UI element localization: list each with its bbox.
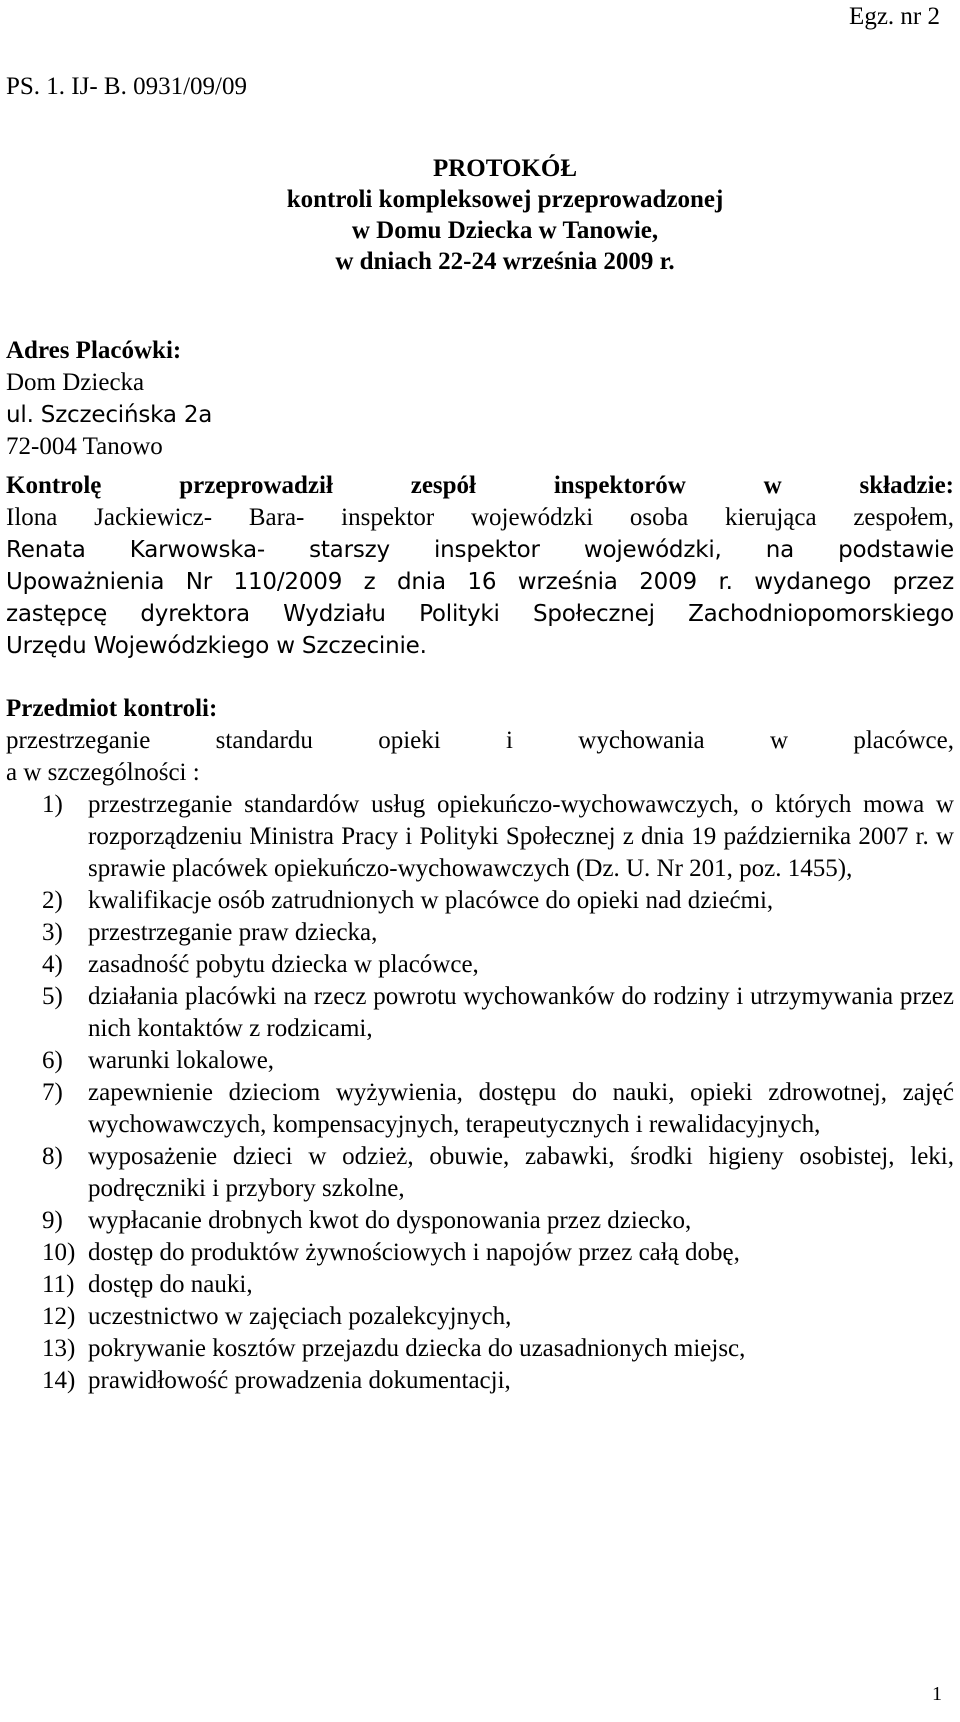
list-item-text: przestrzeganie standardów usług opiekuńczo-wychowawczych, o których mowa w rozporządzeniu Ministra Pracy i Polityki Społecznej z dnia 19 października 2007 r. w sprawie placówek opiekuńczo-wychowawczych (Dz. U. Nr 201, poz. 1455),: [88, 791, 954, 882]
list-item-text: dostęp do produktów żywnościowych i napojów przez całą dobę,: [88, 1239, 740, 1266]
list-item-number: 11): [42, 1271, 75, 1298]
team-heading: Kontrolę przeprowadził zespół inspektorów w składzie:: [6, 472, 954, 499]
list-item-number: 4): [42, 951, 63, 978]
list-item-text: zapewnienie dzieciom wyżywienia, dostępu do nauki, opieki zdrowotnej, zajęć wychowawczych, kompensacyjnych, terapeutycznych i rewalidacyjnych,: [88, 1079, 954, 1138]
address-heading: Adres Placówki:: [6, 337, 182, 364]
facility-address: [6, 335, 212, 463]
scope-heading: Przedmiot kontroli:: [6, 695, 218, 722]
list-item: [6, 1269, 954, 1301]
list-item: [6, 1365, 954, 1397]
list-item-number: 14): [42, 1367, 76, 1394]
list-item: [6, 1045, 954, 1077]
list-item-text: przestrzeganie praw dziecka,: [88, 919, 378, 946]
list-item-text: działania placówki na rzecz powrotu wychowanków do rodziny i utrzymywania przez nich kontaktów z rodzicami,: [88, 983, 954, 1042]
title-line-3: w Domu Dziecka w Tanowie,: [351, 217, 659, 244]
list-item-text: kwalifikacje osób zatrudnionych w placówce do opieki nad dziećmi,: [88, 887, 774, 914]
scope-intro-line-2: a w szczególności :: [6, 759, 200, 786]
title-line-1: PROTOKÓŁ: [432, 155, 577, 182]
address-line-3: 72-004 Tanowo: [6, 433, 163, 460]
list-item: [6, 949, 954, 981]
list-item: [6, 1333, 954, 1365]
team-line-2: Renata Karwowska- starszy inspektor wojewódzki, na podstawie: [6, 537, 954, 563]
list-item-number: 6): [42, 1047, 63, 1074]
copy-number-label: Egz. nr 2: [849, 3, 940, 30]
list-item-number: 13): [42, 1335, 76, 1362]
list-item-number: 7): [42, 1079, 63, 1106]
list-item: [6, 1237, 954, 1269]
list-item-text: warunki lokalowe,: [88, 1047, 275, 1074]
list-item: [6, 1141, 954, 1205]
list-item-number: 12): [42, 1303, 76, 1330]
team-line-4: zastępcę dyrektora Wydziału Polityki Społecznej Zachodniopomorskiego: [6, 601, 954, 627]
team-line-5: Urzędu Wojewódzkiego w Szczecinie.: [6, 633, 427, 659]
protocol-title: [205, 153, 805, 277]
list-item-number: 9): [42, 1207, 63, 1234]
title-line-4: w dniach 22-24 września 2009 r.: [335, 248, 675, 275]
list-item-number: 10): [42, 1239, 76, 1266]
list-item: [6, 1301, 954, 1333]
scope-intro-line-1: przestrzeganie standardu opieki i wychowania w placówce,: [6, 727, 954, 754]
title-line-2: kontroli kompleksowej przeprowadzonej: [286, 186, 724, 213]
list-item: [6, 1205, 954, 1237]
page-number: 1: [932, 1683, 942, 1705]
address-line-1: Dom Dziecka: [6, 369, 145, 396]
list-item-number: 3): [42, 919, 63, 946]
team-line-3: Upoważnienia Nr 110/2009 z dnia 16 września 2009 r. wydanego przez: [6, 569, 954, 595]
list-item-text: prawidłowość prowadzenia dokumentacji,: [88, 1367, 511, 1394]
list-item: [6, 981, 954, 1045]
case-reference-number: PS. 1. IJ- B. 0931/09/09: [6, 73, 248, 100]
list-item-number: 1): [42, 791, 63, 818]
list-item-text: wypłacanie drobnych kwot do dysponowania przez dziecko,: [88, 1207, 692, 1234]
address-line-2: ul. Szczecińska 2a: [6, 402, 213, 428]
list-item-text: dostęp do nauki,: [88, 1271, 253, 1298]
list-item-text: pokrywanie kosztów przejazdu dziecka do uzasadnionych miejsc,: [88, 1335, 746, 1362]
list-item: [6, 1077, 954, 1141]
inspection-scope-section: [6, 693, 954, 1397]
scope-list: [6, 789, 954, 1397]
list-item-text: uczestnictwo w zajęciach pozalekcyjnych,: [88, 1303, 512, 1330]
list-item: [6, 789, 954, 885]
list-item-number: 8): [42, 1143, 63, 1170]
list-item: [6, 917, 954, 949]
team-line-1: Ilona Jackiewicz- Bara- inspektor wojewódzki osoba kierująca zespołem,: [6, 504, 954, 531]
list-item: [6, 885, 954, 917]
list-item-text: wyposażenie dzieci w odzież, obuwie, zabawki, środki higieny osobistej, leki, podręczniki i przybory szkolne,: [88, 1143, 954, 1202]
list-item-text: zasadność pobytu dziecka w placówce,: [88, 951, 479, 978]
list-item-number: 5): [42, 983, 63, 1010]
inspection-team-section: [6, 470, 954, 662]
list-item-number: 2): [42, 887, 63, 914]
